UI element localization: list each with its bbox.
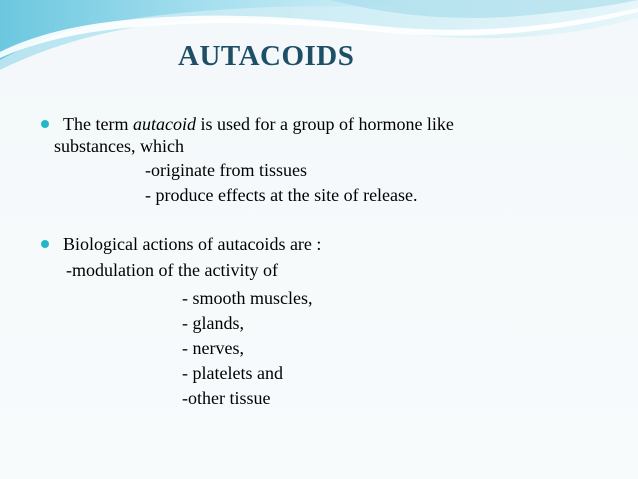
bullet-1-marker xyxy=(41,120,49,128)
bullet-1-italic-term: autacoid xyxy=(132,114,196,134)
bullet-2-marker xyxy=(41,240,49,248)
bullet-2-subline: -modulation of the activity of xyxy=(66,260,278,280)
bullet-1-item-1: -originate from tissues xyxy=(145,160,307,180)
bullet-1-item-2: - produce effects at the site of release. xyxy=(145,185,418,205)
bullet-1-suffix: is used for a group of hormone like xyxy=(195,114,454,134)
bullet-1-line-2: substances, which xyxy=(54,136,184,156)
slide-title: AUTACOIDS xyxy=(178,40,355,72)
bullet-1-prefix: The term xyxy=(63,114,133,134)
bullet-2-item-4: - platelets and xyxy=(182,363,283,383)
bullet-2-item-1: - smooth muscles, xyxy=(182,288,313,308)
bullet-2-item-2: - glands, xyxy=(182,313,244,333)
bullet-1-line-1 xyxy=(63,113,454,135)
bullet-2-item-5: -other tissue xyxy=(182,388,271,408)
bullet-2-text: Biological actions of autacoids are : xyxy=(63,234,322,254)
bullet-2-item-3: - nerves, xyxy=(182,338,244,358)
